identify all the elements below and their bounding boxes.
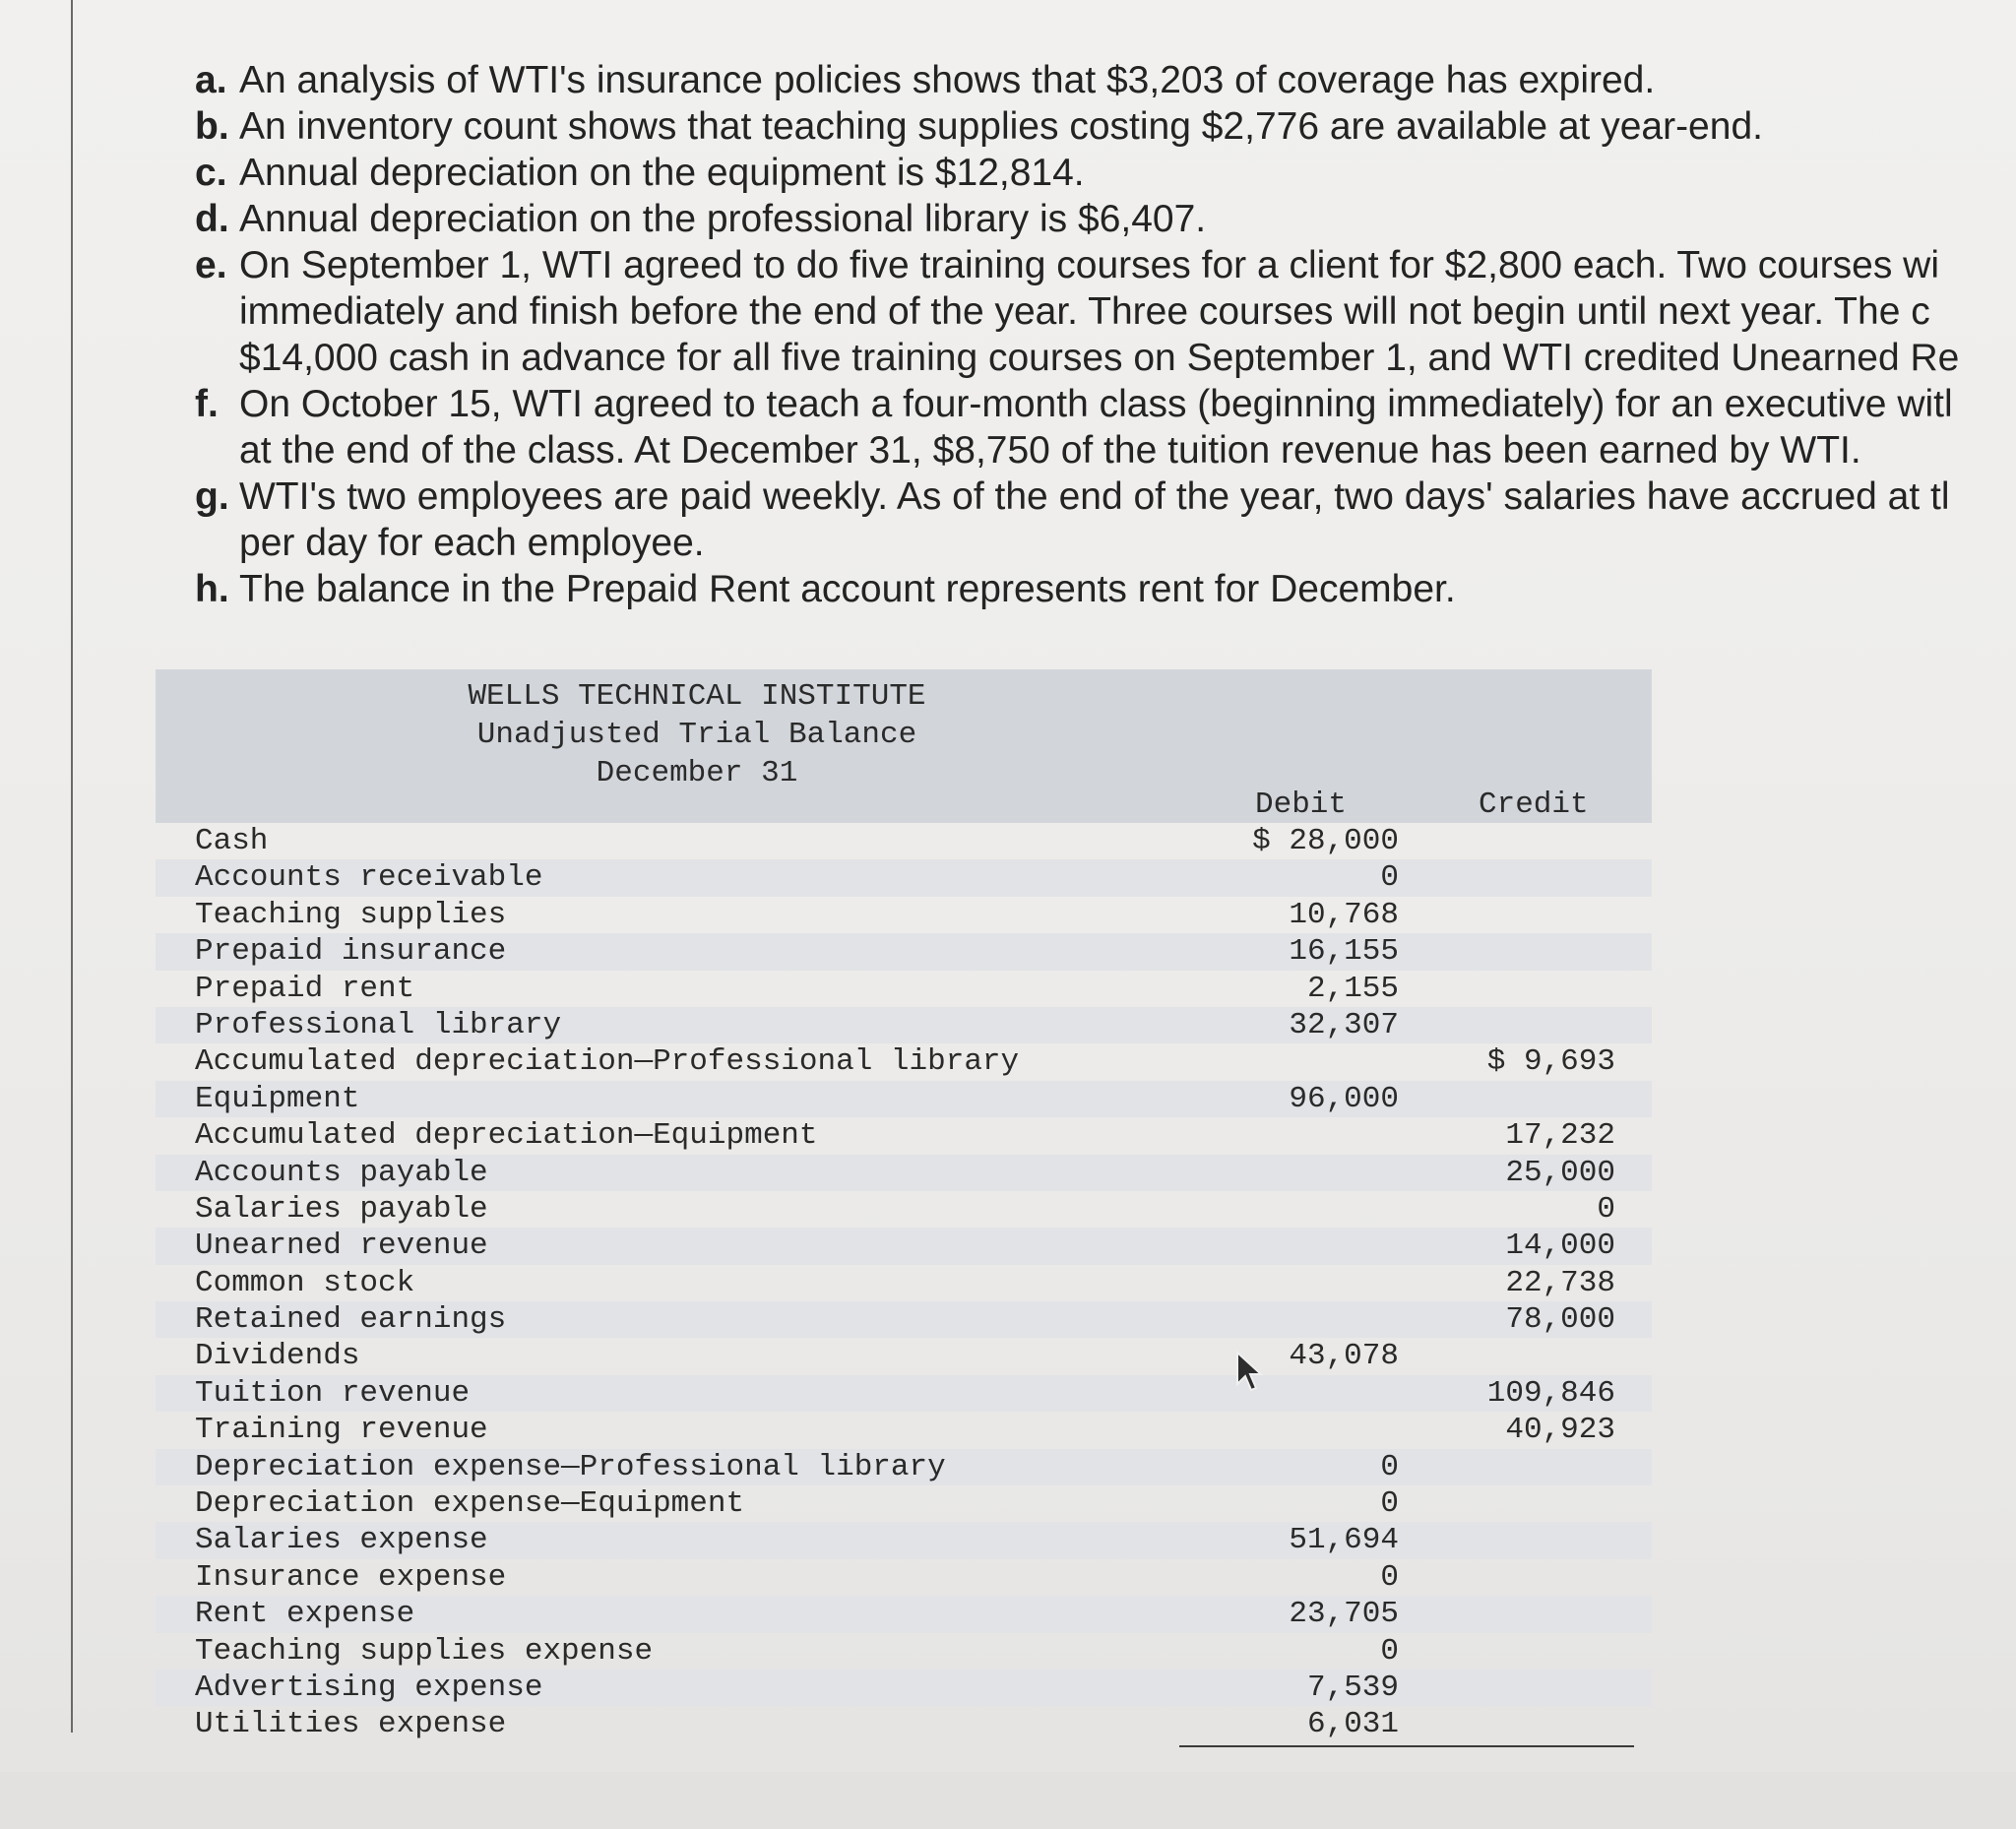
credit-amount: 109,846	[1486, 1375, 1615, 1411]
credit-amount: 14,000	[1505, 1229, 1615, 1264]
credit-amount: $ 9,693	[1486, 1044, 1615, 1080]
instruction-letter: g.	[195, 475, 229, 518]
table-row	[156, 933, 1652, 970]
total-underline	[1179, 1745, 1634, 1747]
statement-date: December 31	[596, 756, 798, 790]
table-row	[156, 1081, 1652, 1117]
instruction-text: Annual depreciation on the equipment is $12,814.	[239, 152, 1085, 194]
debit-amount: 2,155	[1306, 971, 1399, 1006]
account-name: Insurance expense	[195, 1559, 507, 1595]
table-row	[156, 1338, 1652, 1374]
instruction-letter: c.	[195, 152, 227, 194]
account-name: Rent expense	[195, 1597, 415, 1632]
debit-amount: 23,705	[1289, 1597, 1399, 1632]
instruction-item	[195, 566, 2016, 612]
account-name: Dividends	[195, 1339, 360, 1374]
debit-amount: $ 28,000	[1252, 824, 1399, 858]
debit-amount: 0	[1380, 860, 1399, 896]
account-name: Accounts receivable	[195, 860, 543, 896]
instruction-letter: f.	[195, 383, 219, 425]
table-row	[156, 1265, 1652, 1301]
account-name: Teaching supplies	[195, 897, 507, 932]
company-name: WELLS TECHNICAL INSTITUTE	[468, 679, 926, 714]
instruction-item	[195, 242, 2016, 381]
instruction-item	[195, 150, 2016, 196]
table-row	[156, 1375, 1652, 1412]
account-name: Retained earnings	[195, 1302, 507, 1338]
account-name: Salaries expense	[195, 1523, 488, 1558]
table-row	[156, 823, 1652, 859]
trial-balance-header	[156, 669, 1652, 823]
instruction-letter: b.	[195, 105, 229, 148]
instruction-text: Annual depreciation on the professional library is $6,407.	[239, 198, 1207, 240]
account-name: Prepaid rent	[195, 971, 415, 1006]
debit-amount: 6,031	[1306, 1707, 1399, 1742]
page-bottom-shade	[0, 1772, 2016, 1829]
instruction-text-continued: immediately and finish before the end of the year. Three courses will not begin until next year. The c	[239, 290, 1930, 333]
instruction-text: WTI's two employees are paid weekly. As of the end of the year, two days' salaries have accrued at tl	[239, 475, 1950, 518]
instruction-text: An analysis of WTI's insurance policies shows that $3,203 of coverage has expired.	[239, 59, 1656, 101]
credit-column-header: Credit	[1479, 788, 1589, 822]
debit-amount: 43,078	[1289, 1339, 1399, 1374]
statement-name: Unadjusted Trial Balance	[476, 718, 917, 752]
account-name: Advertising expense	[195, 1670, 543, 1705]
table-row	[156, 1633, 1652, 1670]
table-row	[156, 1449, 1652, 1485]
instruction-item	[195, 473, 2016, 566]
table-row	[156, 1596, 1652, 1632]
instruction-letter: a.	[195, 59, 227, 101]
debit-amount: 96,000	[1289, 1081, 1399, 1116]
account-name: Accumulated depreciation—Equipment	[195, 1118, 818, 1154]
instruction-text-continued: per day for each employee.	[239, 522, 705, 564]
debit-amount: 0	[1380, 1633, 1399, 1669]
debit-amount: 7,539	[1306, 1670, 1399, 1705]
account-name: Common stock	[195, 1265, 415, 1300]
instruction-text: On September 1, WTI agreed to do five training courses for a client for $2,800 each. Two courses wi	[239, 244, 1939, 286]
account-name: Unearned revenue	[195, 1229, 488, 1264]
account-name: Depreciation expense—Professional library	[195, 1449, 946, 1484]
credit-amount: 78,000	[1505, 1302, 1615, 1338]
credit-amount: 25,000	[1505, 1155, 1615, 1190]
account-name: Accumulated depreciation—Professional library	[195, 1044, 1020, 1080]
table-row	[156, 1301, 1652, 1338]
instruction-letter: e.	[195, 244, 227, 286]
account-name: Depreciation expense—Equipment	[195, 1486, 745, 1522]
account-name: Training revenue	[195, 1413, 488, 1448]
debit-amount: 10,768	[1289, 897, 1399, 932]
trial-balance-body	[156, 823, 1652, 1743]
table-row	[156, 1706, 1652, 1742]
page-edge-line	[71, 0, 73, 1733]
table-row	[156, 1117, 1652, 1154]
credit-amount: 0	[1597, 1191, 1615, 1227]
account-name: Prepaid insurance	[195, 934, 507, 970]
account-name: Teaching supplies expense	[195, 1633, 654, 1669]
table-row	[156, 1228, 1652, 1264]
instruction-item	[195, 196, 2016, 242]
debit-amount: 0	[1380, 1559, 1399, 1595]
table-row	[156, 1559, 1652, 1596]
debit-amount: 32,307	[1289, 1007, 1399, 1042]
instruction-letter: d.	[195, 198, 229, 240]
table-row	[156, 1043, 1652, 1080]
table-row	[156, 1670, 1652, 1706]
table-row	[156, 1155, 1652, 1191]
table-row	[156, 1485, 1652, 1522]
mouse-cursor-icon	[1234, 1351, 1268, 1396]
table-row	[156, 1191, 1652, 1228]
instruction-text: An inventory count shows that teaching supplies costing $2,776 are available at year-end.	[239, 105, 1763, 148]
account-name: Accounts payable	[195, 1155, 488, 1190]
instruction-item	[195, 381, 2016, 473]
account-name: Cash	[195, 824, 269, 858]
account-name: Salaries payable	[195, 1191, 488, 1227]
debit-amount: 51,694	[1289, 1523, 1399, 1558]
credit-amount: 22,738	[1505, 1265, 1615, 1300]
instruction-text-continued: $14,000 cash in advance for all five training courses on September 1, and WTI credited Unearned Re	[239, 337, 1960, 379]
table-row	[156, 1412, 1652, 1448]
instruction-text: On October 15, WTI agreed to teach a four-month class (beginning immediately) for an executive witl	[239, 383, 1953, 425]
debit-column-header: Debit	[1255, 788, 1348, 822]
table-row	[156, 1522, 1652, 1558]
table-row	[156, 1007, 1652, 1043]
debit-amount: 0	[1380, 1486, 1399, 1522]
account-name: Tuition revenue	[195, 1375, 471, 1411]
unadjusted-trial-balance	[156, 669, 1652, 1743]
trial-balance-title	[156, 677, 1238, 792]
account-name: Utilities expense	[195, 1707, 507, 1742]
debit-amount: 16,155	[1289, 934, 1399, 970]
credit-amount: 40,923	[1505, 1413, 1615, 1448]
table-row	[156, 897, 1652, 933]
adjustment-instructions	[195, 57, 2016, 612]
debit-amount: 0	[1380, 1449, 1399, 1484]
instruction-text: The balance in the Prepaid Rent account represents rent for December.	[239, 568, 1456, 610]
instruction-text-continued: at the end of the class. At December 31, $8,750 of the tuition revenue has been earned by WTI.	[239, 429, 1861, 472]
instruction-item	[195, 57, 2016, 103]
table-row	[156, 971, 1652, 1007]
instruction-item	[195, 103, 2016, 150]
account-name: Equipment	[195, 1081, 360, 1116]
account-name: Professional library	[195, 1007, 562, 1042]
credit-amount: 17,232	[1505, 1118, 1615, 1154]
table-row	[156, 859, 1652, 896]
instruction-letter: h.	[195, 568, 229, 610]
